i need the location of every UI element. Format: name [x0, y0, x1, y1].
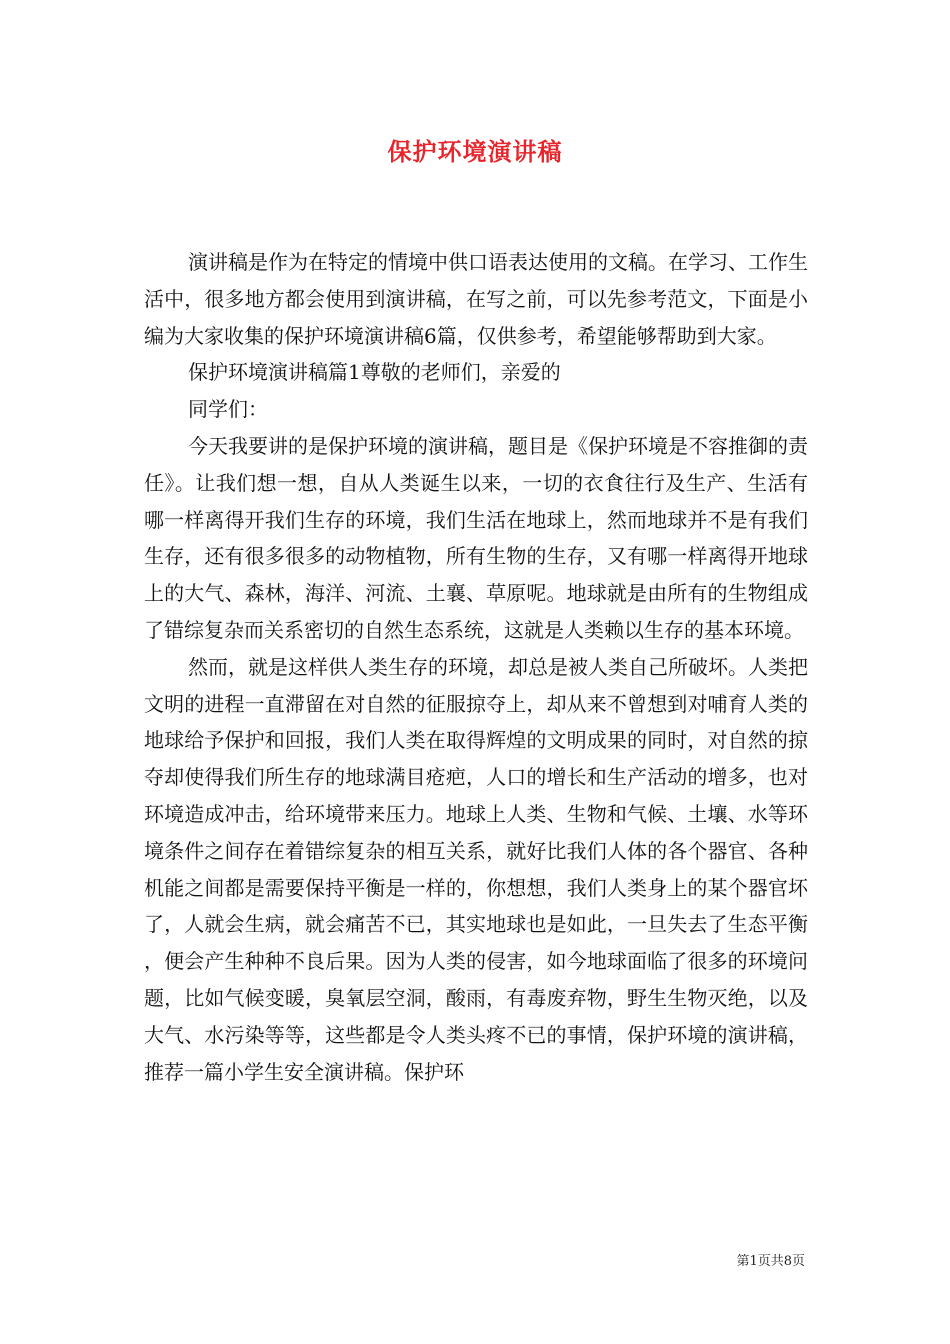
page-number-footer: 第1页共8页	[736, 1254, 805, 1269]
paragraph-intro: 演讲稿是作为在特定的情境中供口语表达使用的文稿。在学习、工作生活中，很多地方都会使用到演讲稿，在写之前，可以先参考范文，下面是小编为大家收集的保护环境演讲稿6篇，仅供参考，希望能够帮助到大家。	[144, 250, 808, 348]
paragraph-salutation: 同学们：	[188, 397, 268, 422]
paragraph-heading: 保护环境演讲稿篇1尊敬的老师们，亲爱的	[188, 360, 561, 385]
document-title: 保护环境演讲稿	[387, 137, 563, 166]
document-body	[144, 244, 808, 1090]
paragraph-problems: 然而，就是这样供人类生存的环境，却总是被人类自己所破坏。人类把文明的进程一直滞留在对自然的征服掠夺上，却从来不曾想到对哺育人类的地球给予保护和回报，我们人类在取得辉煌的文明成果的同时，对自然的掠夺却使得我们所生存的地球满目疮疤，人口的增长和生产活动的增多，也对环境造成冲击，给环境带来压力。地球上人类、生物和气候、土壤、水等环境条件之间存在着错综复杂的相互关系，就好比我们人体的各个器官、各种机能之间都是需要保持平衡是一样的，你想想，我们人类身上的某个器官坏了，人就会生病，就会痛苦不已，其实地球也是如此，一旦失去了生态平衡，便会产生种种不良后果。因为人类的侵害，如今地球面临了很多的环境问题，比如气候变暖，臭氧层空洞，酸雨，有毒废弃物，野生生物灭绝，以及大气、水污染等等，这些都是令人类头疼不已的事情，保护环境的演讲稿，推荐一篇小学生安全演讲稿。保护环	[144, 654, 808, 1084]
paragraph-topic: 今天我要讲的是保护环境的演讲稿，题目是《保护环境是不容推御的责任》。让我们想一想，自从人类诞生以来，一切的衣食往行及生产、生活有哪一样离得开我们生存的环境，我们生活在地球上，然而地球并不是有我们生存，还有很多很多的动物植物，所有生物的生存，又有哪一样离得开地球上的大气、森林，海洋、河流、土襄、草原呢。地球就是由所有的生物组成了错综复杂而关系密切的自然生态系统，这就是人类赖以生存的基本环境。	[144, 433, 808, 642]
